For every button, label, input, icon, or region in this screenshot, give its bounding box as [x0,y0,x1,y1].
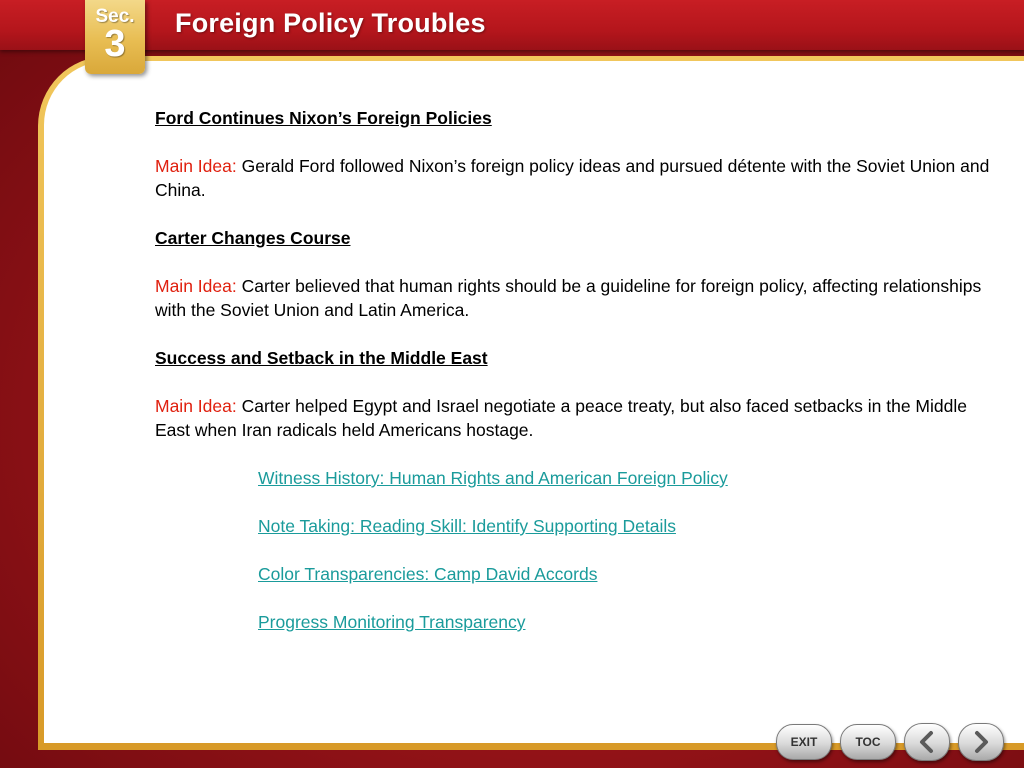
link-witness-history[interactable]: Witness History: Human Rights and American Foreign Policy [258,468,728,488]
title-bar [0,0,1024,50]
main-idea-label: Main Idea: [155,156,237,176]
main-idea-paragraph [155,394,995,442]
main-idea-text: Carter helped Egypt and Israel negotiate a peace treaty, but also faced setbacks in the Middle East when Iran radicals held Americans hostage. [155,396,967,440]
next-button[interactable] [958,723,1004,761]
main-idea-label: Main Idea: [155,396,237,416]
link-color-transparencies[interactable]: Color Transparencies: Camp David Accords [258,564,598,584]
previous-button[interactable] [904,723,950,761]
navigation-bar [768,722,1004,762]
main-idea-text: Carter believed that human rights should be a guideline for foreign policy, affecting relationships with the Soviet Union and Latin America. [155,276,982,320]
main-idea-paragraph [155,154,995,202]
chevron-right-icon [970,730,992,754]
section-badge [85,0,145,74]
section-heading: Ford Continues Nixon’s Foreign Policies [155,108,492,128]
section-heading: Success and Setback in the Middle East [155,348,488,368]
page-title: Foreign Policy Troubles [175,8,486,38]
main-idea-text: Gerald Ford followed Nixon’s foreign policy ideas and pursued détente with the Soviet Union and China. [155,156,990,200]
chevron-left-icon [916,730,938,754]
exit-button[interactable]: EXIT [776,724,832,760]
resource-links [258,466,995,634]
link-progress-monitoring[interactable]: Progress Monitoring Transparency [258,612,526,632]
main-idea-paragraph [155,274,995,322]
slide-content [155,106,995,634]
main-idea-label: Main Idea: [155,276,237,296]
section-label: Sec. [95,6,135,27]
toc-button[interactable]: TOC [840,724,896,760]
section-heading: Carter Changes Course [155,228,351,248]
section-number: 3 [104,23,126,65]
link-note-taking[interactable]: Note Taking: Reading Skill: Identify Supporting Details [258,516,676,536]
